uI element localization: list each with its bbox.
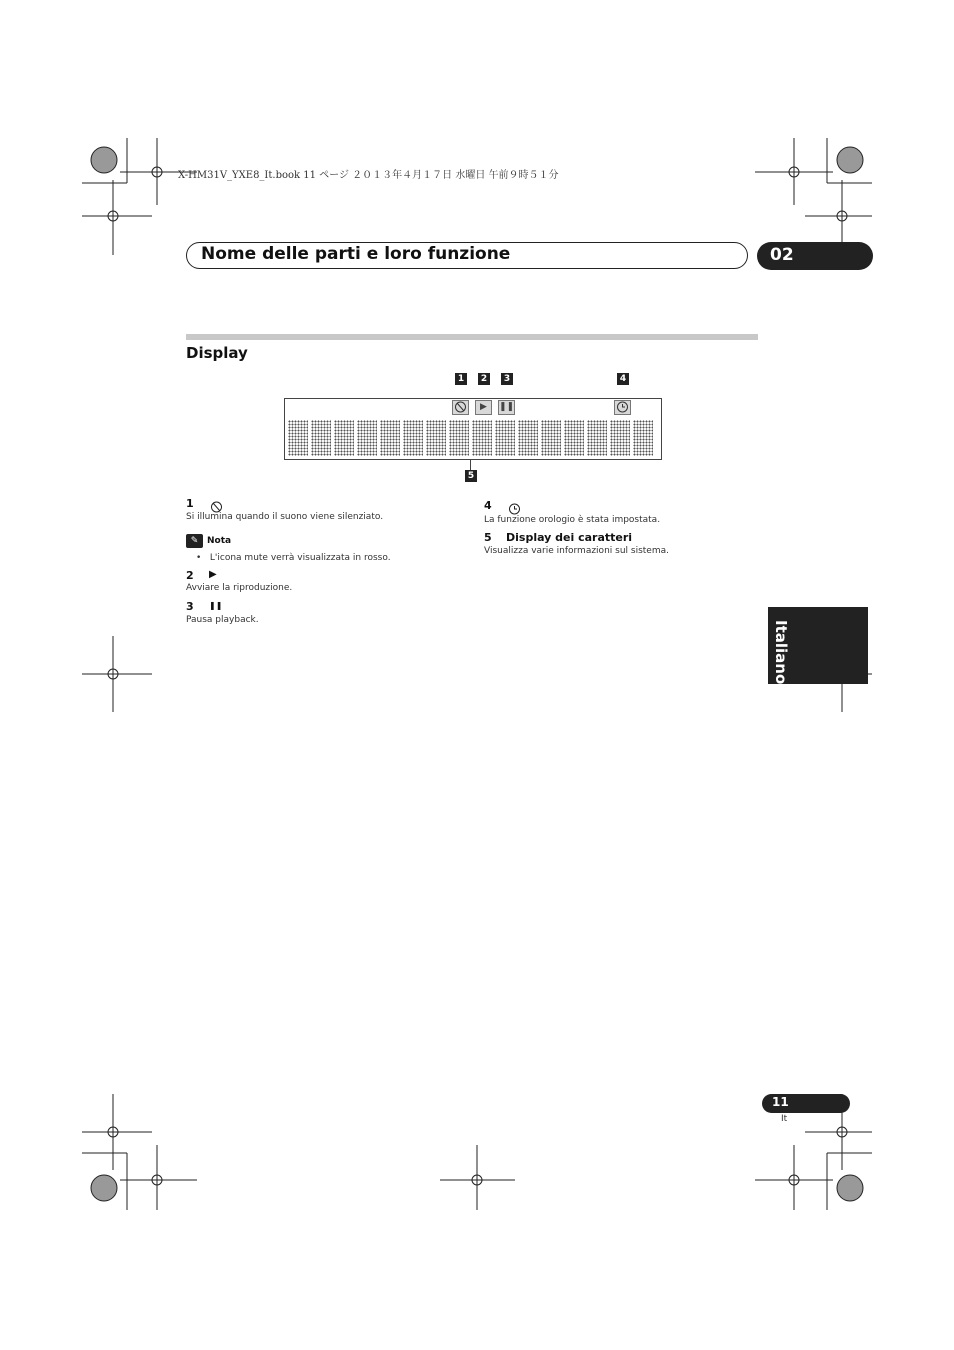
callout-5: 5: [465, 470, 477, 482]
item-5-number: 5: [484, 531, 492, 544]
char-cell: [426, 420, 446, 456]
mute-icon: [452, 400, 469, 415]
pause-icon: ❚❚: [209, 601, 223, 610]
char-cell: [633, 420, 653, 456]
language-tab-label: Italiano: [772, 620, 790, 685]
item-1-description: Si illumina quando il suono viene silenziato.: [186, 512, 384, 522]
item-5-description: Visualizza varie informazioni sul sistema.: [484, 546, 669, 556]
item-1-number: 1: [186, 497, 194, 510]
char-cell: [449, 420, 469, 456]
play-icon: ▶: [475, 400, 492, 415]
char-cell: [357, 420, 377, 456]
pause-icon: ❚❚: [498, 400, 515, 415]
char-cell: [288, 420, 308, 456]
note-icon: ✎: [186, 534, 203, 548]
char-cell: [587, 420, 607, 456]
callout-4: 4: [617, 373, 629, 385]
book-file-header: X-HM31V_YXE8_It.book 11 ページ ２０１３年４月１７日 水曜日 午前９時５１分: [178, 170, 559, 181]
section-divider: [186, 334, 758, 340]
clock-icon: [614, 400, 631, 415]
callout-2: 2: [478, 373, 490, 385]
page-title: Nome delle parti e loro funzione: [201, 244, 511, 264]
callout-3: 3: [501, 373, 513, 385]
character-matrix: [288, 420, 658, 456]
section-title: Display: [186, 344, 248, 362]
callout-5-leader: [470, 460, 471, 470]
note-text: L'icona mute verrà visualizzata in rosso.: [209, 553, 391, 563]
char-cell: [541, 420, 561, 456]
chapter-number: 02: [770, 245, 794, 265]
char-cell: [518, 420, 538, 456]
char-cell: [403, 420, 423, 456]
char-cell: [334, 420, 354, 456]
char-cell: [311, 420, 331, 456]
char-cell: [495, 420, 515, 456]
page-number: 11: [772, 1095, 789, 1109]
callout-1: 1: [455, 373, 467, 385]
char-cell: [564, 420, 584, 456]
char-cell: [472, 420, 492, 456]
item-3-number: 3: [186, 600, 194, 613]
char-cell: [610, 420, 630, 456]
item-4-number: 4: [484, 499, 492, 512]
note-bullet: • L'icona mute verrà visualizzata in rosso.: [196, 553, 391, 563]
item-2-number: 2: [186, 569, 194, 582]
char-cell: [380, 420, 400, 456]
play-icon: ▶: [209, 569, 217, 580]
item-3-description: Pausa playback.: [186, 615, 259, 625]
item-5-label: Display dei caratteri: [506, 531, 633, 544]
item-2-description: Avviare la riproduzione.: [186, 583, 293, 593]
page-language: It: [781, 1114, 788, 1124]
note-label: Nota: [207, 536, 232, 546]
item-4-description: La funzione orologio è stata impostata.: [484, 515, 661, 525]
